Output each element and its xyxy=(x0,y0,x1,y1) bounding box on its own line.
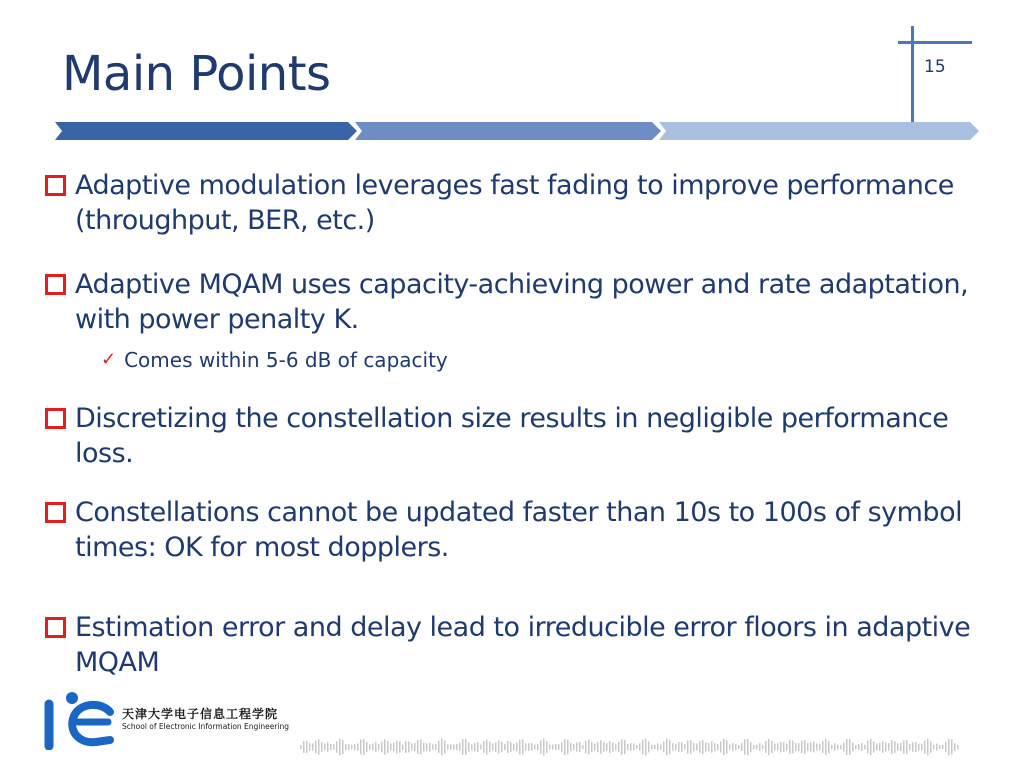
wave-bar xyxy=(411,743,413,750)
sub-bullet-text: Comes within 5-6 dB of capacity xyxy=(124,348,448,372)
wave-bar xyxy=(774,744,776,751)
wave-bar xyxy=(366,742,368,752)
wave-bar xyxy=(834,743,836,750)
corner-cross-horizontal xyxy=(898,41,972,44)
bullet-item xyxy=(45,610,995,680)
page-number: 15 xyxy=(924,57,946,77)
wave-bar xyxy=(789,740,791,754)
wave-bar xyxy=(720,742,722,753)
bullet-item xyxy=(45,401,995,471)
wave-bar xyxy=(516,743,518,752)
wave-bar xyxy=(888,743,890,751)
arrow-segment-1 xyxy=(55,122,357,140)
wave-bar xyxy=(918,744,920,750)
logo-english-name: School of Electronic Information Engineering xyxy=(122,722,290,731)
wave-bar xyxy=(339,739,341,756)
wave-bar xyxy=(891,740,893,754)
bullet-text: Adaptive MQAM uses capacity-achieving power and rate adaptation, with power penalty K. xyxy=(75,269,969,335)
wave-bar xyxy=(597,742,599,752)
wave-bar xyxy=(342,740,344,754)
wave-bar xyxy=(687,740,689,753)
wave-bar xyxy=(696,743,698,750)
wave-bar xyxy=(924,740,926,753)
wave-bar xyxy=(570,743,572,751)
wave-bar xyxy=(798,743,800,751)
wave-bar xyxy=(780,742,782,753)
wave-bar xyxy=(852,743,854,752)
wave-bar xyxy=(681,742,683,752)
wave-bar xyxy=(453,744,455,749)
wave-bar xyxy=(627,744,629,750)
wave-bar xyxy=(882,741,884,753)
wave-bar xyxy=(531,743,533,751)
wave-bar xyxy=(600,740,602,754)
wave-bar xyxy=(930,741,932,753)
bullet-square-icon xyxy=(45,408,66,429)
wave-bar xyxy=(810,743,812,752)
wave-bar xyxy=(405,741,407,753)
wave-bar xyxy=(873,741,875,752)
wave-bar xyxy=(666,739,668,755)
wave-bar xyxy=(855,745,857,749)
wave-bar xyxy=(312,743,314,751)
wave-bar xyxy=(957,745,959,749)
wave-bar xyxy=(654,745,656,749)
wave-bar xyxy=(432,744,434,749)
bullet-square-icon xyxy=(45,617,66,638)
wave-bar xyxy=(372,743,374,750)
bullet-text: Estimation error and delay lead to irreducible error floors in adaptive MQAM xyxy=(75,612,971,678)
wave-bar xyxy=(642,740,644,754)
wave-bar xyxy=(585,741,587,754)
wave-bar xyxy=(813,742,815,753)
wave-bar xyxy=(477,742,479,752)
wave-bar xyxy=(315,741,317,754)
wave-bar xyxy=(735,744,737,750)
wave-bar xyxy=(540,740,542,753)
wave-bar xyxy=(561,742,563,752)
wave-bar xyxy=(714,743,716,751)
wave-bar xyxy=(843,742,845,751)
wave-bar xyxy=(513,744,515,751)
wave-bar xyxy=(708,743,710,751)
wave-bar xyxy=(426,743,428,750)
wave-bar xyxy=(519,740,521,755)
wave-bar xyxy=(504,744,506,750)
wave-bar xyxy=(558,744,560,750)
wave-bar xyxy=(336,741,338,752)
wave-bar xyxy=(381,742,383,753)
wave-bar xyxy=(357,743,359,750)
wave-bar xyxy=(507,741,509,753)
wave-bar xyxy=(537,744,539,750)
checkmark-icon: ✓ xyxy=(101,349,117,370)
bullet-item xyxy=(45,495,995,565)
wave-bar xyxy=(576,742,578,751)
logo-chinese-name: 天津大学电子信息工程学院 xyxy=(122,707,279,721)
wave-bar xyxy=(483,741,485,753)
slide-title: Main Points xyxy=(62,46,331,102)
wave-bar xyxy=(543,739,545,756)
wave-bar xyxy=(771,741,773,754)
wave-bar xyxy=(765,741,767,753)
wave-bar xyxy=(303,741,305,753)
wave-bar xyxy=(555,744,557,750)
wave-bar xyxy=(354,744,356,750)
wave-bar xyxy=(879,743,881,751)
wave-bar xyxy=(345,744,347,750)
wave-bar xyxy=(807,743,809,750)
wave-bar xyxy=(933,745,935,750)
wave-bar xyxy=(360,739,362,754)
wave-bar xyxy=(768,739,770,755)
wave-bar xyxy=(915,742,917,752)
wave-bar xyxy=(744,739,746,754)
wave-bar xyxy=(399,741,401,752)
bullet-square-icon xyxy=(45,274,66,295)
wave-bar xyxy=(729,744,731,749)
wave-bar xyxy=(861,743,863,751)
wave-bar xyxy=(459,743,461,751)
wave-bar xyxy=(648,742,650,753)
wave-bar xyxy=(684,744,686,749)
wave-bar xyxy=(594,744,596,751)
wave-bar xyxy=(348,744,350,750)
wave-bar xyxy=(909,744,911,750)
tju-logo-icon xyxy=(44,690,116,750)
wave-bar xyxy=(702,740,704,754)
wave-bar xyxy=(936,744,938,751)
arrow-segment-3 xyxy=(659,122,979,140)
wave-bar xyxy=(579,742,581,752)
wave-bar xyxy=(393,743,395,752)
wave-bar xyxy=(444,740,446,753)
wave-bar xyxy=(378,744,380,750)
wave-bar xyxy=(759,743,761,751)
wave-bar xyxy=(489,742,491,753)
wave-bar xyxy=(639,743,641,750)
wave-bar xyxy=(330,744,332,750)
wave-bar xyxy=(462,739,464,755)
wave-bar xyxy=(849,739,851,755)
wave-bar xyxy=(417,740,419,754)
wave-bar xyxy=(396,741,398,754)
wave-bar xyxy=(429,743,431,752)
wave-bar xyxy=(480,745,482,750)
wave-bar xyxy=(651,745,653,749)
wave-bar xyxy=(870,739,872,755)
wave-bar xyxy=(756,745,758,750)
wave-bar xyxy=(414,743,416,751)
wave-bar xyxy=(384,739,386,754)
wave-bar xyxy=(951,740,953,755)
wave-bar xyxy=(522,740,524,755)
wave-bar xyxy=(309,743,311,751)
wave-bar xyxy=(903,740,905,753)
decorative-wave xyxy=(300,732,970,762)
wave-bar xyxy=(738,745,740,749)
wave-bar xyxy=(420,739,422,754)
wave-bar xyxy=(465,739,467,754)
wave-bar xyxy=(615,744,617,750)
wave-bar xyxy=(450,744,452,749)
wave-bar xyxy=(606,743,608,750)
wave-bar xyxy=(306,741,308,753)
wave-bar xyxy=(633,744,635,751)
wave-bar xyxy=(495,742,497,751)
wave-bar xyxy=(828,741,830,754)
wave-bar xyxy=(498,740,500,753)
wave-bar xyxy=(471,744,473,749)
wave-bar xyxy=(726,740,728,754)
wave-bar xyxy=(588,740,590,754)
wave-bar xyxy=(621,739,623,754)
wave-bar xyxy=(864,745,866,749)
wave-bar xyxy=(390,743,392,750)
wave-bar xyxy=(777,743,779,750)
wave-bar xyxy=(732,743,734,751)
wave-bar xyxy=(636,745,638,749)
wave-bar xyxy=(447,744,449,749)
wave-bar xyxy=(552,745,554,750)
wave-bar xyxy=(783,742,785,752)
wave-bar xyxy=(573,744,575,750)
wave-bar xyxy=(819,744,821,751)
wave-bar xyxy=(762,745,764,749)
wave-bar xyxy=(945,742,947,752)
wave-bar xyxy=(822,741,824,753)
wave-bar xyxy=(525,743,527,750)
wave-bar xyxy=(816,743,818,750)
wave-bar xyxy=(753,745,755,749)
wave-bar xyxy=(438,741,440,753)
wave-bar xyxy=(567,740,569,755)
sub-bullet-item xyxy=(101,348,448,372)
wave-bar xyxy=(591,742,593,752)
bullet-text: Discretizing the constellation size results in negligible performance loss. xyxy=(75,403,949,469)
wave-bar xyxy=(423,743,425,752)
wave-bar xyxy=(618,742,620,752)
wave-bar xyxy=(741,743,743,751)
wave-bar xyxy=(546,741,548,753)
wave-bar xyxy=(369,744,371,749)
wave-bar xyxy=(612,742,614,751)
wave-bar xyxy=(699,741,701,753)
wave-bar xyxy=(660,744,662,749)
wave-bar xyxy=(723,739,725,755)
wave-bar xyxy=(564,739,566,755)
wave-bar xyxy=(705,743,707,752)
wave-bar xyxy=(912,742,914,751)
wave-bar xyxy=(672,743,674,750)
wave-bar xyxy=(717,744,719,750)
wave-bar xyxy=(351,745,353,749)
wave-bar xyxy=(876,744,878,751)
wave-bar xyxy=(630,743,632,751)
wave-bar xyxy=(387,741,389,753)
wave-bar xyxy=(939,745,941,749)
wave-bar xyxy=(678,742,680,752)
wave-bar xyxy=(318,739,320,754)
wave-bar xyxy=(324,744,326,751)
wave-bar xyxy=(510,742,512,752)
wave-bar xyxy=(942,745,944,749)
wave-bar xyxy=(657,743,659,750)
wave-bar xyxy=(795,743,797,751)
wave-bar xyxy=(906,740,908,754)
wave-bar xyxy=(363,739,365,755)
wave-bar xyxy=(624,740,626,754)
wave-bar xyxy=(327,742,329,751)
wave-bar xyxy=(921,743,923,750)
wave-bar xyxy=(711,741,713,752)
wave-bar xyxy=(825,739,827,755)
wave-bar xyxy=(609,741,611,753)
wave-bar xyxy=(300,745,302,749)
arrow-segment-2 xyxy=(355,122,661,140)
title-underline-arrow-bar xyxy=(55,120,980,142)
wave-bar xyxy=(534,745,536,750)
bullet-square-icon xyxy=(45,175,66,196)
wave-bar xyxy=(837,745,839,750)
bullet-item xyxy=(45,168,995,238)
wave-bar xyxy=(846,739,848,755)
wave-bar xyxy=(885,743,887,752)
wave-bar xyxy=(792,741,794,754)
bullet-text: Constellations cannot be updated faster than 10s to 100s of symbol times: OK for most dopplers. xyxy=(75,497,963,563)
wave-bar xyxy=(948,739,950,756)
wave-bar xyxy=(693,743,695,752)
wave-bar xyxy=(402,744,404,749)
wave-bar xyxy=(375,742,377,752)
wave-bar xyxy=(669,740,671,754)
wave-bar xyxy=(801,741,803,754)
wave-bar xyxy=(897,743,899,750)
wave-bar xyxy=(492,744,494,751)
wave-bar xyxy=(456,744,458,750)
wave-bar xyxy=(675,744,677,750)
bullet-text: Adaptive modulation leverages fast fading to improve performance (throughput, BER, etc.) xyxy=(75,170,954,236)
wave-bar xyxy=(690,740,692,754)
wave-bar xyxy=(333,744,335,749)
wave-bar xyxy=(831,745,833,749)
wave-bar xyxy=(468,742,470,751)
wave-bar xyxy=(927,739,929,755)
wave-bar xyxy=(645,739,647,756)
wave-bar xyxy=(750,742,752,752)
bullet-square-icon xyxy=(45,502,66,523)
wave-bar xyxy=(408,741,410,752)
wave-bar xyxy=(528,743,530,751)
wave-bar xyxy=(501,742,503,752)
wave-bar xyxy=(954,743,956,751)
wave-bar xyxy=(840,745,842,749)
wave-bar xyxy=(786,744,788,751)
wave-bar xyxy=(747,739,749,755)
wave-bar xyxy=(867,741,869,754)
wave-bar xyxy=(858,744,860,750)
wave-bar xyxy=(435,744,437,750)
wave-bar xyxy=(603,742,605,752)
wave-bar xyxy=(663,742,665,753)
wave-bar xyxy=(894,741,896,753)
wave-bar xyxy=(486,740,488,755)
wave-bar xyxy=(900,743,902,751)
wave-bar xyxy=(582,745,584,749)
bullet-item xyxy=(45,267,995,337)
wave-bar xyxy=(549,745,551,750)
wave-bar xyxy=(321,742,323,752)
wave-bar xyxy=(804,740,806,754)
wave-bar xyxy=(441,739,443,756)
wave-bar xyxy=(474,743,476,751)
